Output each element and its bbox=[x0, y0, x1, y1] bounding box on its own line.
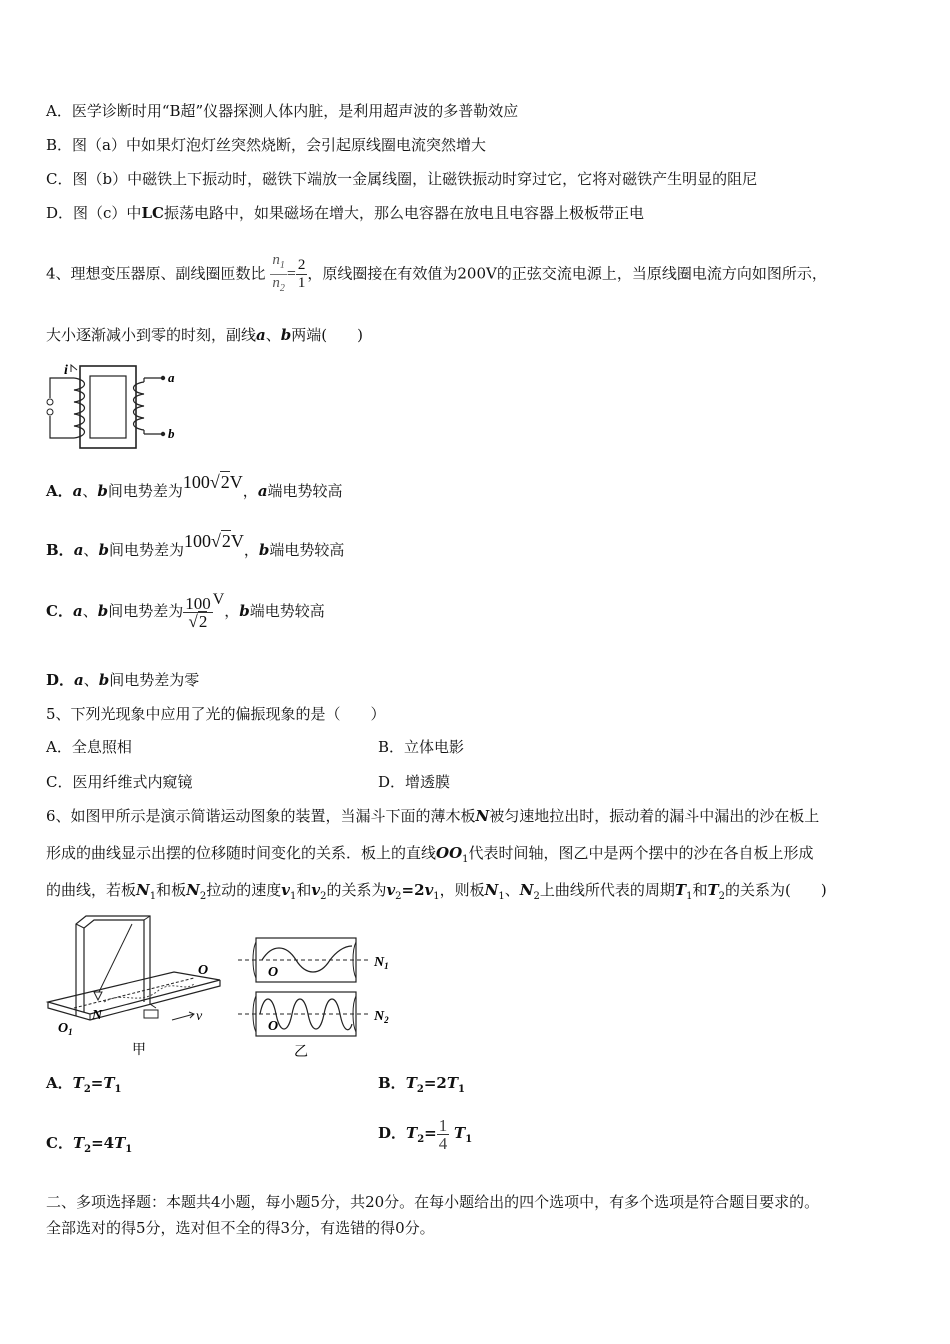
q4-ratio-value bbox=[296, 257, 308, 292]
q6-d-eq: = bbox=[424, 1124, 437, 1142]
q4-c-fraction: $\frac{100}{√2}$ bbox=[185, 593, 211, 631]
q6-l3-n2: N bbox=[186, 881, 200, 899]
section2-line1-text: 二、多项选择题：本题共4小题，每小题5分，共20分。在每小题给出的四个选项中，有多个选项是符合题目要求的。 bbox=[46, 1193, 820, 1211]
q5-option-b bbox=[378, 737, 464, 757]
q6-option-a bbox=[46, 1073, 122, 1100]
q5-option-a bbox=[46, 737, 132, 757]
q4-d-var-b: b bbox=[98, 671, 110, 689]
q6-b-label: B． bbox=[378, 1074, 406, 1092]
axis-oo1 bbox=[74, 978, 194, 1008]
q4-stem-line1 bbox=[46, 252, 827, 297]
q6-l3-n2b-sub: 2 bbox=[533, 891, 540, 902]
q6-l1-pre: 6、如图甲所示是演示简谐运动图象的装置，当漏斗下面的薄木板 bbox=[46, 807, 476, 825]
q4-b-unit: V bbox=[230, 531, 244, 551]
q6-option-d bbox=[378, 1108, 472, 1165]
q4-a-var-a: a bbox=[72, 482, 83, 500]
q4-b-end: 端电势较高 bbox=[269, 541, 345, 559]
q6-l3-c: 拉动的速度 bbox=[206, 881, 282, 899]
q6-b-t1: T bbox=[446, 1074, 459, 1092]
figure-yi-traces bbox=[236, 932, 406, 1062]
section2-line1 bbox=[46, 1192, 819, 1212]
q6-a-t1: T bbox=[103, 1074, 115, 1092]
q6-a-t2-sub: 2 bbox=[83, 1084, 91, 1095]
q4-b-root: 2 bbox=[221, 531, 231, 551]
q4-a-end: 端电势较高 bbox=[267, 482, 343, 500]
q4-a-comma: ， bbox=[242, 482, 258, 500]
q3-d-post: 振荡电路中，如果磁场在增大，那么电容器在放电且电容器上极板带正电 bbox=[163, 204, 644, 222]
q4-a-value: 100√2V bbox=[182, 472, 243, 492]
q4-b-var-a: a bbox=[73, 541, 84, 559]
q4-line2-b: b bbox=[280, 326, 292, 344]
q6-d-t1-sub: 1 bbox=[465, 1134, 473, 1145]
q4-b-mid: 间电势差为 bbox=[108, 541, 184, 559]
q4-b-end-var: b bbox=[258, 541, 270, 559]
q6-l3-v2-sub: 2 bbox=[320, 891, 327, 902]
q6-b-eq: =2 bbox=[423, 1074, 447, 1092]
fig-label-yi: 乙 bbox=[294, 1045, 308, 1060]
fig-yi-o1: O bbox=[268, 965, 279, 980]
q6-l3-v2: v bbox=[311, 881, 321, 899]
q4-b-sep: 、 bbox=[83, 541, 99, 559]
q3-option-b bbox=[46, 135, 486, 155]
q4-option-d bbox=[46, 670, 199, 690]
q6-l3-t1-sub: 1 bbox=[686, 891, 693, 902]
q4-ratio-sub2: 2 bbox=[279, 283, 285, 294]
fig-label-n1: $N_1$ bbox=[374, 955, 389, 971]
q6-d-den: 4 bbox=[438, 1133, 448, 1153]
q3-option-d bbox=[46, 203, 644, 223]
q4-c-end: 端电势较高 bbox=[249, 602, 325, 620]
q4-b-val: 100 bbox=[183, 531, 211, 551]
q5-stem bbox=[46, 704, 386, 724]
terminal-b-icon bbox=[161, 432, 165, 436]
q4-a-val: 100 bbox=[182, 472, 210, 492]
q4-d-mid: 间电势差为零 bbox=[109, 671, 200, 689]
q6-l3-n1-sub: 1 bbox=[149, 891, 157, 902]
q4-d-sep: 、 bbox=[83, 671, 99, 689]
q4-ratio-n2: n bbox=[272, 275, 280, 291]
q4-a-end-var: a bbox=[257, 482, 268, 500]
q4-b-comma: ， bbox=[243, 541, 259, 559]
q4-c-var-b: b bbox=[97, 602, 109, 620]
q4-a-var-b: b bbox=[97, 482, 108, 500]
q6-option-b bbox=[378, 1073, 465, 1100]
fig-label-jia: 甲 bbox=[132, 1043, 146, 1058]
q3-d-pre: D．图（c）中 bbox=[46, 204, 142, 222]
q5-b-text: B．立体电影 bbox=[378, 738, 465, 756]
transformer-core bbox=[80, 366, 136, 448]
q4-c-den: 2 bbox=[198, 611, 208, 631]
q6-c-eq: =4 bbox=[91, 1134, 115, 1152]
q6-d-num: 1 bbox=[438, 1115, 448, 1135]
q6-l2-pre: 形成的曲线显示出摆的位移随时间变化的关系．板上的直线 bbox=[46, 844, 437, 862]
q6-d-t2-sub: 2 bbox=[417, 1134, 425, 1145]
q6-c-label: C． bbox=[46, 1134, 73, 1152]
q5-stem-text: 5、下列光现象中应用了光的偏振现象的是（ ） bbox=[46, 705, 386, 723]
q6-l2-sub: 1 bbox=[462, 854, 469, 865]
q4-a-unit: V bbox=[229, 472, 243, 492]
q6-l3-n2b: N bbox=[519, 881, 534, 899]
q6-c-t2: T bbox=[72, 1134, 85, 1152]
q6-b-t1-sub: 1 bbox=[458, 1084, 465, 1095]
q6-l1-post: 被匀速地拉出时，振动着的漏斗中漏出的沙在板上 bbox=[489, 807, 820, 825]
q6-l2-oo: OO bbox=[436, 844, 463, 862]
fig-label-o1: $O_1$ bbox=[58, 1021, 73, 1037]
q4-stem-line2 bbox=[46, 325, 363, 345]
q6-b-t2-sub: 2 bbox=[416, 1084, 424, 1095]
q4-ratio-n1: n bbox=[272, 252, 280, 268]
q6-c-t1-sub: 1 bbox=[125, 1144, 133, 1155]
q4-a-sep: 、 bbox=[82, 482, 98, 500]
q4-c-var-a: a bbox=[72, 602, 83, 620]
q4-c-mid: 间电势差为 bbox=[108, 602, 184, 620]
q6-l3-a: 的曲线，若板 bbox=[46, 881, 137, 899]
fig-label-i: i bbox=[64, 363, 68, 378]
q6-l3-b: 和板 bbox=[156, 881, 187, 899]
q5-a-text: A．全息照相 bbox=[46, 738, 132, 756]
q6-d-label: D． bbox=[378, 1124, 407, 1142]
q6-l3-f: ，则板 bbox=[439, 881, 485, 899]
q6-l3-h: 上曲线所代表的周期 bbox=[539, 881, 675, 899]
q4-c-comma: ， bbox=[224, 602, 240, 620]
q4-a-root: 2 bbox=[220, 472, 230, 492]
fig-label-b: b bbox=[168, 426, 175, 441]
q6-c-t1: T bbox=[114, 1134, 126, 1152]
funnel-icon bbox=[94, 992, 102, 1000]
q4-stem-post: ，原线圈接在有效值为200V的正弦交流电源上，当原线圈电流方向如图所示， bbox=[307, 264, 827, 283]
q6-l3-n1: N bbox=[136, 881, 150, 899]
terminal-top-icon bbox=[47, 399, 53, 405]
q4-option-c bbox=[46, 586, 325, 637]
q4-ratio-fraction bbox=[270, 252, 287, 297]
q4-ratio-eq: = bbox=[286, 265, 296, 283]
fig-label-n2: $N_2$ bbox=[374, 1009, 389, 1025]
q5-c-text: C．医用纤维式内窥镜 bbox=[46, 773, 193, 791]
q6-l2-post: 代表时间轴，图乙中是两个摆中的沙在各自板上形成 bbox=[468, 844, 814, 862]
q6-b-t2: T bbox=[405, 1074, 417, 1092]
figure-jia-pendulum bbox=[44, 912, 234, 1062]
q6-l3-g: 、 bbox=[504, 881, 520, 899]
q3-option-a-text: A．医学诊断时用“B超”仪器探测人体内脏，是利用超声波的多普勒效应 bbox=[46, 102, 519, 120]
q6-d-t2: T bbox=[406, 1124, 418, 1142]
q6-a-t1-sub: 1 bbox=[114, 1084, 122, 1095]
q6-l3-eq: =2 bbox=[401, 881, 425, 899]
q4-c-sep: 、 bbox=[82, 602, 98, 620]
q5-option-d bbox=[378, 772, 450, 792]
q6-l3-t2: T bbox=[707, 881, 719, 899]
q3-option-c-text: C．图（b）中磁铁上下振动时，磁铁下端放一金属线圈，让磁铁振动时穿过它，它将对磁铁产生明显的阻尼 bbox=[46, 170, 758, 188]
q6-l3-e: 的关系为 bbox=[326, 881, 387, 899]
q4-ratio-num: 2 bbox=[297, 257, 306, 273]
q6-l3-t2-sub: 2 bbox=[718, 891, 725, 902]
fig-yi-o2: O bbox=[268, 1019, 279, 1034]
q4-option-b bbox=[46, 529, 344, 570]
q6-l3-i: 的关系为( ) bbox=[725, 881, 827, 899]
q6-l3-d: 和 bbox=[296, 881, 312, 899]
q4-ratio-sub1: 1 bbox=[279, 260, 285, 271]
q4-line2-a: a bbox=[256, 326, 266, 344]
q6-a-eq: = bbox=[90, 1074, 104, 1092]
primary-wire-bottom bbox=[50, 416, 74, 438]
q5-option-c bbox=[46, 772, 192, 792]
q6-d-t1: T bbox=[454, 1124, 466, 1142]
fig-label-a: a bbox=[168, 370, 175, 385]
q6-l3-n1b-sub: 1 bbox=[498, 891, 505, 902]
q6-l3-v1b-sub: 1 bbox=[433, 891, 440, 902]
q4-line2-pre: 大小逐渐减小到零的时刻，副线 bbox=[46, 326, 257, 344]
q3-option-a bbox=[46, 101, 518, 121]
q4-c-unit: V bbox=[212, 591, 225, 608]
q6-c-t2-sub: 2 bbox=[84, 1144, 92, 1155]
fig-label-v: v bbox=[196, 1009, 203, 1024]
q4-option-a bbox=[46, 470, 343, 511]
q4-c-end-var: b bbox=[239, 602, 250, 620]
q6-l3-and: 和 bbox=[692, 881, 708, 899]
transformer-core-window bbox=[90, 376, 126, 438]
q6-l3-n1b: N bbox=[484, 881, 499, 899]
fig-label-o: O bbox=[198, 963, 209, 978]
terminal-a-icon bbox=[161, 376, 165, 380]
q3-d-lc: LC bbox=[141, 204, 164, 222]
q6-l3-v1-sub: 1 bbox=[289, 891, 297, 902]
q6-l3-n2-sub: 2 bbox=[199, 891, 207, 902]
q6-a-label: A． bbox=[46, 1074, 73, 1092]
transformer-figure bbox=[44, 360, 184, 455]
q4-c-num: 100 bbox=[185, 593, 211, 613]
q4-d-var-a: a bbox=[74, 671, 84, 689]
sand-trace bbox=[104, 984, 194, 1002]
q6-l3-t1: T bbox=[674, 881, 687, 899]
q5-d-text: D．增透膜 bbox=[378, 773, 451, 791]
q4-b-label: B． bbox=[46, 541, 74, 559]
q6-l3-v1: v bbox=[281, 881, 290, 899]
q4-a-label: A． bbox=[46, 482, 73, 500]
q4-ratio-den: 1 bbox=[297, 275, 306, 291]
q6-l3-v1b: v bbox=[424, 881, 434, 899]
q4-line2-post: 两端( ) bbox=[291, 326, 363, 344]
q6-stem-line2 bbox=[46, 843, 814, 870]
board-handle bbox=[144, 1010, 158, 1018]
q6-stem-line1 bbox=[46, 806, 819, 826]
q6-l3-v2b: v bbox=[386, 881, 396, 899]
q6-d-fraction bbox=[437, 1117, 450, 1152]
q3-option-c bbox=[46, 169, 757, 189]
primary-wire-top bbox=[50, 378, 74, 398]
q6-a-t2: T bbox=[72, 1074, 84, 1092]
section2-line2 bbox=[46, 1218, 435, 1238]
secondary-coil bbox=[134, 382, 145, 430]
q4-b-var-b: b bbox=[98, 541, 109, 559]
terminal-bottom-icon bbox=[47, 409, 53, 415]
q6-stem-line3 bbox=[46, 880, 827, 907]
q4-a-mid: 间电势差为 bbox=[107, 482, 183, 500]
q4-b-value: 100√2V bbox=[183, 531, 244, 551]
q6-option-c bbox=[46, 1133, 132, 1160]
q4-stem-pre: 4、理想变压器原、副线圈匝数比 bbox=[46, 264, 266, 283]
q4-line2-sep: 、 bbox=[265, 326, 281, 344]
q6-l1-n: N bbox=[475, 807, 490, 825]
section2-line2-text: 全部选对的得5分，选对但不全的得3分，有选错的得0分。 bbox=[46, 1219, 435, 1237]
q3-option-b-text: B．图（a）中如果灯泡灯丝突然烧断，会引起原线圈电流突然增大 bbox=[46, 136, 486, 154]
q4-c-label: C． bbox=[46, 602, 73, 620]
fig-label-n: N bbox=[92, 1008, 103, 1023]
q6-l3-v2b-sub: 2 bbox=[395, 891, 402, 902]
q4-d-label: D． bbox=[46, 671, 75, 689]
current-arrow-icon bbox=[71, 365, 77, 372]
